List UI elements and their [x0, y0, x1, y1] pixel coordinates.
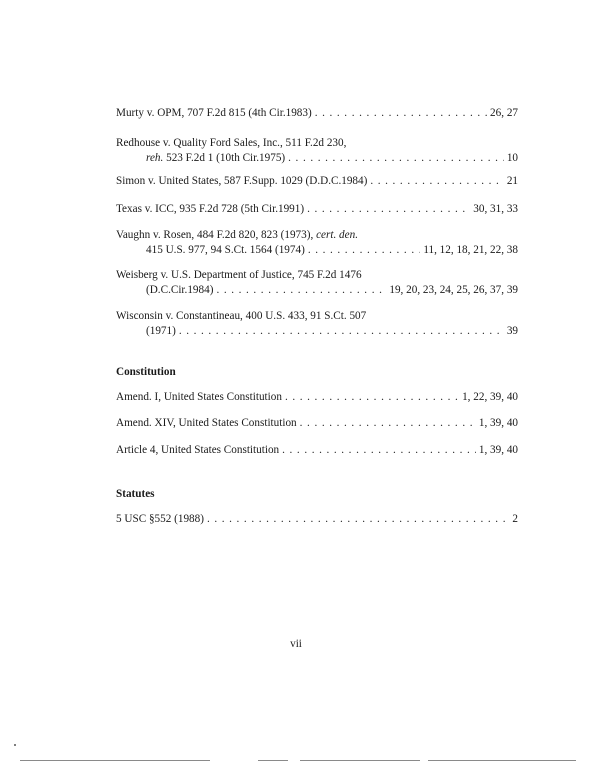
section-heading-statutes: Statutes	[116, 488, 155, 500]
constitution-citation: Amend. I, United States Constitution	[116, 391, 282, 403]
page-references: 11, 12, 18, 21, 22, 38	[423, 243, 518, 256]
entry-line	[116, 443, 518, 458]
page-references: 10	[506, 151, 518, 164]
constitution-citation: Article 4, United States Constitution	[116, 444, 280, 456]
page-references: 26, 27	[490, 107, 518, 119]
page-references: 30, 31, 33	[473, 203, 518, 215]
dot-leader	[282, 443, 476, 458]
dot-leader	[308, 243, 421, 258]
page-number: vii	[290, 638, 302, 650]
case-citation-continued	[146, 151, 285, 166]
page-references: 2	[512, 513, 518, 525]
page-references: 19, 20, 23, 24, 25, 26, 37, 39	[389, 283, 518, 296]
page-references: 1, 39, 40	[478, 444, 518, 456]
case-citation	[116, 228, 358, 243]
authority-entry	[116, 416, 518, 431]
citation-text: 523 F.2d 1 (10th Cir.1975)	[163, 151, 286, 164]
entry-line	[116, 136, 518, 151]
entry-line-continued	[116, 283, 518, 298]
page-references: 1, 22, 39, 40	[462, 391, 518, 403]
entry-line	[116, 390, 518, 405]
page-references: 39	[506, 324, 518, 337]
dot-leader	[288, 151, 504, 166]
case-citation: Texas v. ICC, 935 F.2d 728 (5th Cir.1991)	[116, 203, 305, 215]
footer-rule	[428, 760, 576, 761]
authority-entry	[116, 309, 518, 338]
footer-rule	[300, 760, 420, 761]
dot-leader	[179, 324, 504, 339]
case-citation: Redhouse v. Quality Ford Sales, Inc., 511 F.2d 230,	[116, 137, 347, 149]
dot-leader	[216, 283, 386, 298]
authority-entry	[116, 174, 518, 189]
entry-line	[116, 228, 518, 243]
entry-line	[116, 174, 518, 189]
entry-line	[116, 309, 518, 324]
dot-leader	[285, 390, 459, 405]
authority-entry	[116, 228, 518, 257]
entry-line	[116, 202, 518, 217]
dot-leader	[307, 202, 470, 217]
case-citation-continued: 415 U.S. 977, 94 S.Ct. 1564 (1974)	[146, 243, 305, 256]
case-citation: Simon v. United States, 587 F.Supp. 1029 (D.D.C.1984)	[116, 175, 368, 187]
entry-line	[116, 416, 518, 431]
page-references: 21	[506, 175, 518, 187]
authority-entry	[116, 443, 518, 458]
authority-entry	[116, 136, 518, 165]
statute-citation: 5 USC §552 (1988)	[116, 513, 204, 525]
authority-entry	[116, 202, 518, 217]
entry-line-continued	[116, 324, 518, 339]
dot-leader	[207, 512, 509, 527]
certiorari-abbrev: cert. den.	[316, 229, 358, 241]
case-citation: Weisberg v. U.S. Department of Justice, 745 F.2d 1476	[116, 269, 362, 281]
case-citation-continued: (D.C.Cir.1984)	[146, 283, 214, 296]
entry-line	[116, 106, 518, 121]
authority-entry	[116, 512, 518, 527]
case-citation: Murty v. OPM, 707 F.2d 815 (4th Cir.1983)	[116, 107, 312, 119]
page-references: 1, 39, 40	[478, 417, 518, 429]
authority-entry	[116, 390, 518, 405]
case-citation-continued: (1971)	[146, 324, 176, 337]
scan-speck	[14, 744, 16, 746]
footer-rule	[258, 760, 288, 761]
entry-line	[116, 512, 518, 527]
section-heading-constitution: Constitution	[116, 366, 176, 378]
authority-entry	[116, 106, 518, 121]
constitution-citation: Amend. XIV, United States Constitution	[116, 417, 297, 429]
entry-line-continued	[116, 243, 518, 258]
rehearing-abbrev: reh.	[146, 151, 164, 164]
entry-line	[116, 268, 518, 283]
authority-entry	[116, 268, 518, 297]
case-citation: Wisconsin v. Constantineau, 400 U.S. 433, 91 S.Ct. 507	[116, 310, 367, 322]
entry-line-continued	[116, 151, 518, 166]
citation-text: Vaughn v. Rosen, 484 F.2d 820, 823 (1973),	[116, 229, 317, 241]
dot-leader	[370, 174, 503, 189]
dot-leader	[315, 106, 487, 121]
footer-rule	[20, 760, 210, 761]
dot-leader	[300, 416, 476, 431]
